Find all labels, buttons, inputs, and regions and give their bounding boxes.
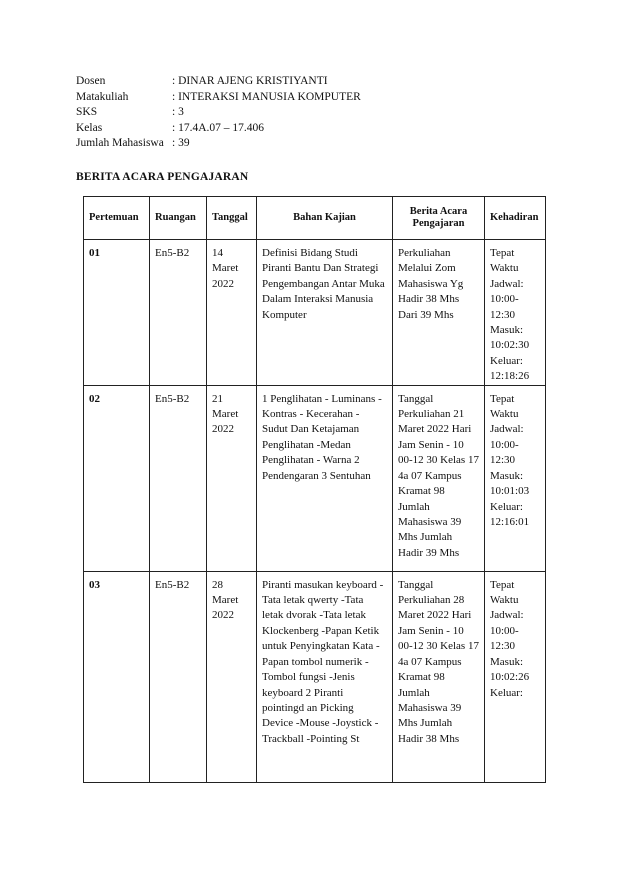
header-ruangan: Ruangan <box>150 197 207 240</box>
cell-bahan-kajian: 1 Penglihatan - Luminans - Kontras - Kecerahan - Sudut Dan Ketajaman Penglihatan -Medan Penglihatan - Warna 2 Pendengaran 3 Sentuhan <box>257 385 393 571</box>
cell-kehadiran: Tepat Waktu Jadwal: 10:00-12:30 Masuk: 10:02:30 Keluar: 12:18:26 <box>485 240 546 386</box>
header-tanggal: Tanggal <box>207 197 257 240</box>
header-berita-acara: Berita Acara Pengajaran <box>393 197 485 240</box>
cell-tanggal: 28 Maret 2022 <box>207 571 257 782</box>
info-value: : INTERAKSI MANUSIA KOMPUTER <box>172 90 361 103</box>
info-row-matakuliah <box>76 90 361 106</box>
cell-pertemuan: 03 <box>84 571 150 782</box>
info-value: : 17.4A.07 – 17.406 <box>172 121 264 134</box>
info-value: : DINAR AJENG KRISTIYANTI <box>172 75 328 87</box>
info-row-kelas <box>76 121 361 137</box>
info-value: : 39 <box>172 137 190 150</box>
cell-kehadiran: Tepat Waktu Jadwal: 10:00-12:30 Masuk: 10:01:03 Keluar: 12:16:01 <box>485 385 546 571</box>
cell-pertemuan: 01 <box>84 240 150 386</box>
section-title: BERITA ACARA PENGAJARAN <box>76 171 249 183</box>
cell-ruangan: En5-B2 <box>150 571 207 782</box>
header-kehadiran: Kehadiran <box>485 197 546 240</box>
teaching-report-table <box>83 196 546 783</box>
table-row <box>84 571 546 782</box>
info-label: Dosen <box>76 75 106 87</box>
info-label: Matakuliah <box>76 90 129 103</box>
cell-berita-acara: Tanggal Perkuliahan 21 Maret 2022 Hari Jam Senin - 10 00-12 30 Kelas 17 4a 07 Kampus Kramat 98 Jumlah Mahasiswa 39 Mhs Jumlah Hadir 39 Mhs <box>393 385 485 571</box>
cell-berita-acara: Perkuliahan Melalui Zom Mahasiswa Yg Hadir 38 Mhs Dari 39 Mhs <box>393 240 485 386</box>
cell-pertemuan: 02 <box>84 385 150 571</box>
info-row-sks <box>76 105 361 121</box>
cell-bahan-kajian: Definisi Bidang Studi Piranti Bantu Dan Strategi Pengembangan Antar Muka Dalam Interaksi Manusia Komputer <box>257 240 393 386</box>
cell-tanggal: 14 Maret 2022 <box>207 240 257 386</box>
info-row-jumlah-mahasiswa <box>76 136 361 152</box>
cell-kehadiran: Tepat Waktu Jadwal: 10:00-12:30 Masuk: 10:02:26 Keluar: <box>485 571 546 782</box>
info-label: Kelas <box>76 121 103 134</box>
info-label: Jumlah Mahasiswa <box>76 137 164 150</box>
cell-tanggal: 21 Maret 2022 <box>207 385 257 571</box>
table-header-row <box>84 197 546 240</box>
cell-berita-acara: Tanggal Perkuliahan 28 Maret 2022 Hari Jam Senin - 10 00-12 30 Kelas 17 4a 07 Kampus Kramat 98 Jumlah Mahasiswa 39 Mhs Jumlah Hadir 38 Mhs <box>393 571 485 782</box>
cell-bahan-kajian: Piranti masukan keyboard -Tata letak qwerty -Tata letak dvorak -Tata letak Klockenberg -Papan Ketik untuk Penyingkatan Kata -Papan tombol numerik -Tombol fungsi -Jenis keyboard 2 Piranti pointingd an Picking Device -Mouse -Joystick -Trackball -Pointing St <box>257 571 393 782</box>
cell-ruangan: En5-B2 <box>150 240 207 386</box>
cell-ruangan: En5-B2 <box>150 385 207 571</box>
table-row <box>84 385 546 571</box>
info-row-dosen <box>76 74 361 90</box>
table-row <box>84 240 546 386</box>
info-value: : 3 <box>172 106 184 119</box>
header-bahan-kajian: Bahan Kajian <box>257 197 393 240</box>
info-label: SKS <box>76 106 98 119</box>
course-info <box>76 74 361 152</box>
header-pertemuan: Pertemuan <box>84 197 150 240</box>
